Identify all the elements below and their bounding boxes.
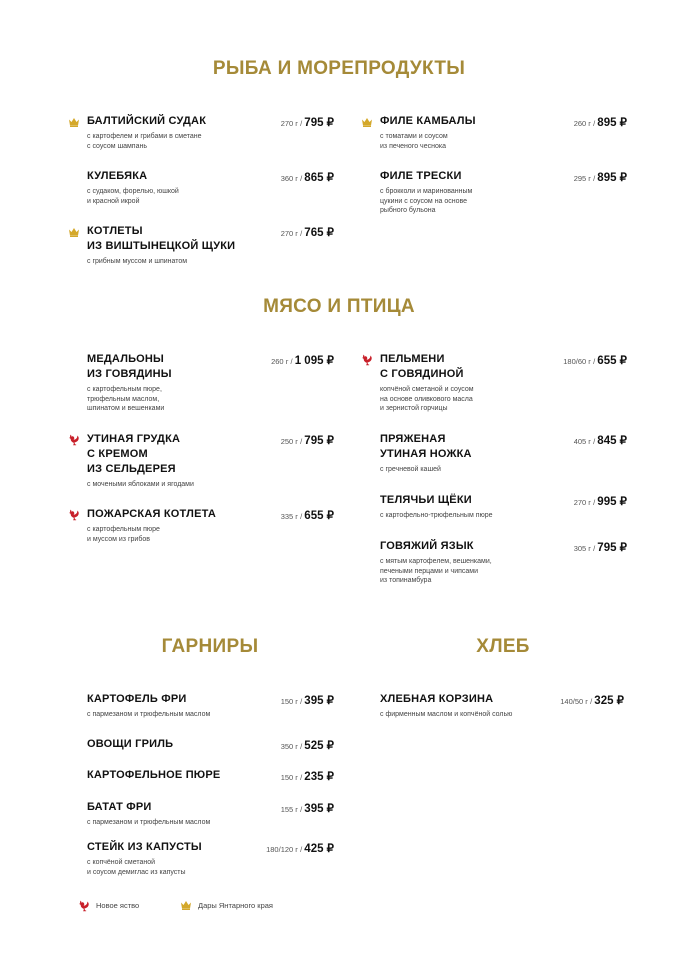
item-weight: 180/60 г (563, 357, 592, 366)
weight-price-separator: / (298, 437, 305, 446)
item-price: 765 ₽ (304, 227, 334, 239)
item-price-block (281, 507, 334, 524)
item-price: 325 ₽ (594, 695, 624, 707)
menu-item (87, 737, 334, 752)
item-name: БАЛТИЙСКИЙ СУДАК (87, 115, 207, 127)
item-description: с мочеными яблоками и ягодами (87, 481, 194, 488)
item-description: с картофелем и грибами в сметане с соусом шампань (87, 133, 202, 150)
item-name: БАТАТ ФРИ (87, 801, 152, 813)
item-weight: 150 г (280, 773, 299, 782)
item-price: 895 ₽ (597, 117, 627, 129)
item-name: КУЛЕБЯКА (87, 170, 148, 182)
rooster-icon (68, 433, 80, 445)
item-price: 795 ₽ (304, 117, 334, 129)
menu-item (380, 352, 627, 414)
item-price: 235 ₽ (304, 771, 334, 783)
item-price: 425 ₽ (304, 843, 334, 855)
crown-icon (180, 899, 192, 911)
item-description: с гречневой кашей (380, 466, 441, 473)
item-price-block (281, 800, 334, 817)
weight-price-separator: / (591, 437, 598, 446)
menu-item (380, 169, 627, 216)
item-price-block (574, 114, 627, 131)
item-price-block (560, 692, 624, 709)
weight-price-separator: / (591, 498, 598, 507)
item-name: ТЕЛЯЧЬИ ЩЁКИ (380, 494, 472, 506)
item-weight: 140/50 г (560, 697, 589, 706)
item-name: ПОЖАРСКАЯ КОТЛЕТА (87, 508, 216, 520)
item-weight: 360 г (280, 174, 299, 183)
item-name: ПЕЛЬМЕНИ С ГОВЯДИНОЙ (380, 353, 464, 380)
legend-crown-label: Дары Янтарного края (198, 901, 273, 910)
item-price-block (281, 432, 334, 449)
item-name: МЕДАЛЬОНЫ ИЗ ГОВЯДИНЫ (87, 353, 172, 380)
item-price: 995 ₽ (597, 496, 627, 508)
item-price-block (281, 114, 334, 131)
weight-price-separator: / (591, 357, 598, 366)
weight-price-separator: / (298, 742, 305, 751)
item-description: с пармезаном и трюфельным маслом (87, 819, 211, 826)
item-price: 895 ₽ (597, 172, 627, 184)
item-price-block (281, 224, 334, 241)
item-weight: 250 г (280, 437, 299, 446)
item-weight: 150 г (280, 697, 299, 706)
item-name: КАРТОФЕЛЬНОЕ ПЮРЕ (87, 769, 221, 781)
item-price-block (281, 737, 334, 754)
menu-item (380, 493, 627, 521)
menu-item (380, 692, 624, 720)
item-name: ФИЛЕ ТРЕСКИ (380, 170, 462, 182)
weight-price-separator: / (298, 512, 305, 521)
item-price-block (271, 352, 334, 369)
item-description: с пармезаном и трюфельным маслом (87, 711, 211, 718)
item-price-block (563, 352, 627, 369)
item-price: 655 ₽ (304, 510, 334, 522)
section-title-garnish: ГАРНИРЫ (161, 636, 259, 657)
weight-price-separator: / (588, 697, 595, 706)
item-price-block (281, 169, 334, 186)
item-name: КАРТОФЕЛЬ ФРИ (87, 693, 187, 705)
item-price: 525 ₽ (304, 740, 334, 752)
weight-price-separator: / (298, 697, 305, 706)
section-title-bread: ХЛЕБ (476, 636, 530, 657)
item-price-block (281, 768, 334, 785)
item-price: 395 ₽ (304, 695, 334, 707)
menu-item (87, 840, 334, 877)
item-description: с картофельным пюре, трюфельным маслом, шпинатом и вешенками (87, 386, 165, 412)
weight-price-separator: / (298, 119, 305, 128)
item-weight: 180/120 г (266, 845, 299, 854)
item-name: ПРЯЖЕНАЯ УТИНАЯ НОЖКА (380, 433, 472, 460)
item-description: с картофельно-трюфельным пюре (380, 512, 493, 519)
section-title-fish: РЫБА И МОРЕПРОДУКТЫ (212, 58, 466, 79)
item-name: ФИЛЕ КАМБАЛЫ (380, 115, 476, 127)
menu-item (380, 539, 627, 586)
item-weight: 305 г (573, 544, 592, 553)
item-description: с грибным муссом и шпинатом (87, 258, 188, 265)
item-price-block (574, 432, 627, 449)
item-weight: 155 г (280, 805, 299, 814)
weight-price-separator: / (298, 174, 305, 183)
rooster-icon (68, 508, 80, 520)
item-price: 655 ₽ (597, 355, 627, 367)
item-price-block (574, 169, 627, 186)
rooster-icon (78, 899, 91, 912)
legend-rooster-label: Новое яство (96, 901, 140, 910)
weight-price-separator: / (298, 773, 305, 782)
item-description: с брокколи и маринованным цукини с соусом на основе рыбного бульона (380, 188, 473, 214)
section-title-meat: МЯСО И ПТИЦА (263, 296, 415, 317)
item-price-block (574, 493, 627, 510)
item-weight: 350 г (280, 742, 299, 751)
item-name: СТЕЙК ИЗ КАПУСТЫ (87, 841, 202, 853)
weight-price-separator: / (298, 845, 305, 854)
item-description: с томатами и соусом из печеного чеснока (380, 133, 448, 150)
item-price: 395 ₽ (304, 803, 334, 815)
legend (78, 900, 378, 914)
crown-icon (68, 115, 80, 127)
menu-item (87, 507, 334, 544)
weight-price-separator: / (591, 544, 598, 553)
weight-price-separator: / (288, 357, 295, 366)
item-price: 795 ₽ (597, 542, 627, 554)
weight-price-separator: / (298, 229, 305, 238)
menu-item (87, 692, 334, 720)
menu-item (87, 169, 334, 206)
item-price-block (266, 840, 334, 857)
item-price-block (574, 539, 627, 556)
menu-item (87, 352, 334, 414)
item-name: УТИНАЯ ГРУДКА С КРЕМОМ ИЗ СЕЛЬДЕРЕЯ (87, 433, 181, 475)
item-weight: 335 г (280, 512, 299, 521)
item-description: с картофельным пюре и муссом из грибов (87, 526, 160, 543)
rooster-icon (361, 353, 373, 365)
item-weight: 270 г (280, 119, 299, 128)
weight-price-separator: / (591, 119, 598, 128)
crown-icon (68, 225, 80, 237)
item-weight: 260 г (573, 119, 592, 128)
menu-item (87, 768, 334, 783)
item-description: с фирменным маслом и копчёной солью (380, 711, 513, 718)
menu-item (87, 224, 334, 267)
item-weight: 295 г (573, 174, 592, 183)
menu-item (380, 432, 627, 475)
item-weight: 270 г (573, 498, 592, 507)
item-name: ОВОЩИ ГРИЛЬ (87, 738, 174, 750)
item-price: 795 ₽ (304, 435, 334, 447)
menu-item (380, 114, 627, 151)
item-weight: 260 г (271, 357, 289, 366)
item-weight: 270 г (280, 229, 299, 238)
weight-price-separator: / (591, 174, 598, 183)
menu-item (87, 800, 334, 828)
item-name: КОТЛЕТЫ ИЗ ВИШТЫНЕЦКОЙ ЩУКИ (87, 225, 236, 252)
item-price: 865 ₽ (304, 172, 334, 184)
item-price: 845 ₽ (597, 435, 627, 447)
menu-item (87, 114, 334, 151)
item-description: копчёной сметаной и соусом на основе оливкового масла и зернистой горчицы (380, 386, 474, 412)
item-name: ХЛЕБНАЯ КОРЗИНА (380, 693, 494, 705)
item-name: ГОВЯЖИЙ ЯЗЫК (380, 540, 474, 552)
item-description: с судаком, форелью, юшкой и красной икрой (87, 188, 179, 205)
menu-item (87, 432, 334, 490)
weight-price-separator: / (298, 805, 305, 814)
item-description: с мятым картофелем, вешенками, печеными перцами и чипсами из топинамбура (380, 558, 492, 584)
item-price: 1 095 ₽ (294, 355, 334, 367)
item-description: с копчёной сметаной и соусом демиглас из капусты (87, 859, 186, 876)
crown-icon (361, 115, 373, 127)
item-price-block (281, 692, 334, 709)
item-weight: 405 г (573, 437, 592, 446)
